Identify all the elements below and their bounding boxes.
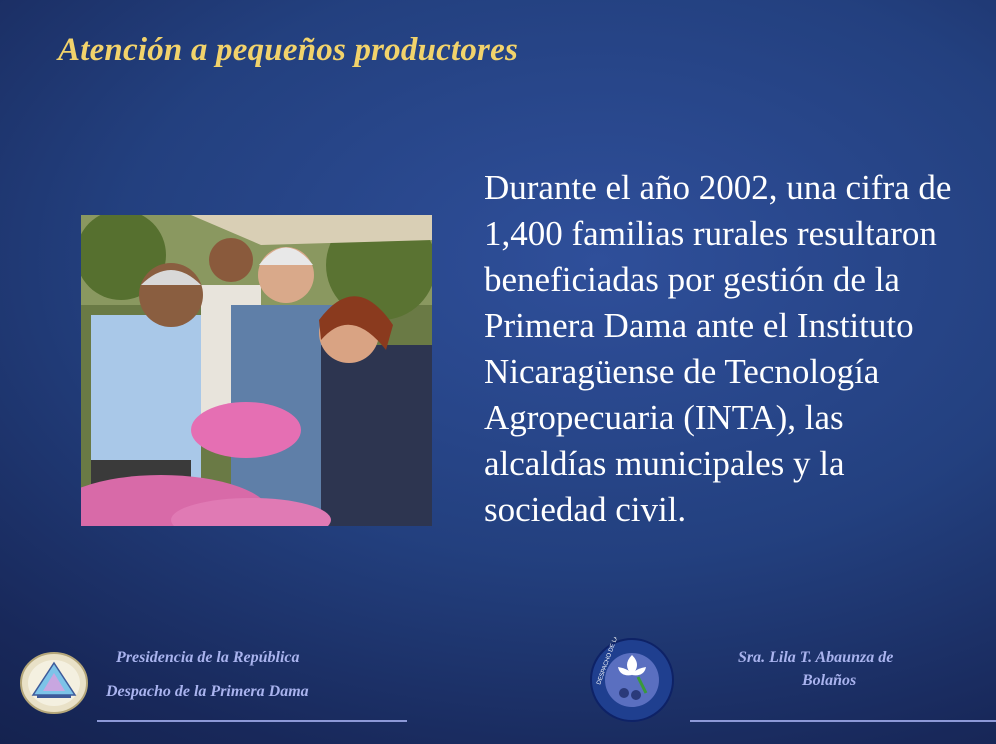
slide-title: Atención a pequeños productores — [58, 32, 518, 68]
footer-despacho: Despacho de la Primera Dama — [106, 683, 309, 700]
footer-first-lady-name-2: Bolaños — [802, 672, 857, 689]
footer-presidencia: Presidencia de la República — [116, 649, 300, 666]
nicaragua-coat-of-arms-icon — [19, 651, 89, 715]
seal-text: DESPACHO DE LA — [596, 637, 620, 686]
footer-rule-left — [97, 720, 407, 722]
photo-farmers-receiving-seeds — [81, 215, 432, 526]
footer-rule-right — [690, 720, 996, 722]
footer-first-lady-name-1: Sra. Lila T. Abaunza de — [738, 649, 894, 666]
photo-illustration — [81, 215, 432, 526]
slide-body-text: Durante el año 2002, una cifra de 1,400 familias rurales resultaron beneficiadas por gestión de la Primera Dama ante el Instituto Nicaragüense de Tecnología Agropecuaria (INTA), las alcaldías municipales y la sociedad civil. — [484, 168, 952, 529]
primera-dama-seal-icon — [588, 637, 676, 723]
